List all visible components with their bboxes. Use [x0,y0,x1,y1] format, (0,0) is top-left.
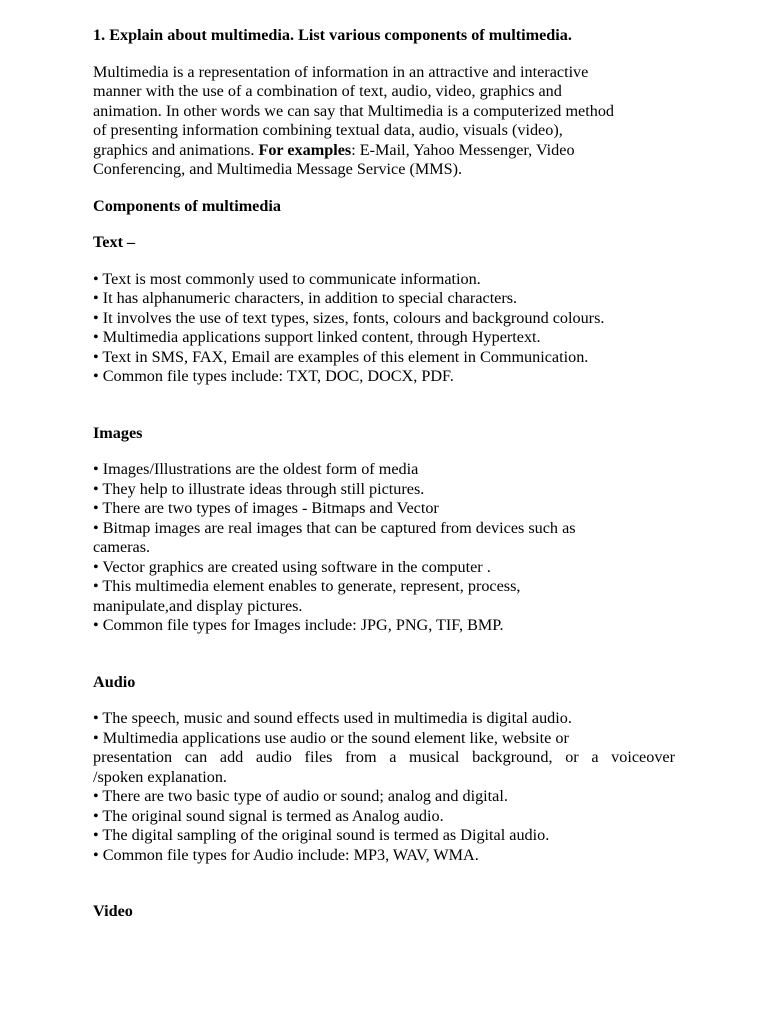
list-item: • The original sound signal is termed as Analog audio. [93,806,444,825]
spacer [93,46,675,63]
list-item: • Text is most commonly used to communicate information. [93,269,481,288]
list-item: • Multimedia applications use audio or the sound element like, website or [93,728,569,747]
list-item: • There are two basic type of audio or sound; analog and digital. [93,787,508,805]
audio-section-heading: Audio [93,672,136,691]
spacer [93,253,675,270]
intro-line [93,141,675,161]
intro-line: of presenting information combining textual data, audio, visuals (video), [93,121,563,139]
spacer [93,865,675,902]
spacer [93,443,675,460]
intro-line: animation. In other words we can say that Multimedia is a computerized method [93,101,615,120]
spacer [93,387,675,424]
video-section-heading: Video [93,902,133,920]
intro-line-text: : E-Mail, Yahoo Messenger, Video [351,140,575,159]
list-item: • There are two types of images - Bitmaps and Vector [93,499,439,517]
intro-line: Multimedia is a representation of information in an attractive and interactive [93,62,589,81]
intro-paragraph [93,63,675,180]
intro-line-text: graphics and animations. [93,140,259,159]
list-item: /spoken explanation. [93,767,227,786]
images-bullet-list [93,460,675,636]
text-section-heading: Text – [93,233,136,251]
list-item: • The speech, music and sound effects used in multimedia is digital audio. [93,709,572,727]
list-item: cameras. [93,538,151,556]
list-item: • Common file types for Images include: JPG, PNG, TIF, BMP. [93,616,504,634]
for-examples-label: For examples [258,140,352,159]
intro-line: Conferencing, and Multimedia Message Service (MMS). [93,160,463,178]
list-item: • The digital sampling of the original sound is termed as Digital audio. [93,826,550,844]
list-item: presentation can add audio files from a musical background, or a voiceover [93,748,675,766]
spacer [93,636,675,673]
list-item: • It has alphanumeric characters, in addition to special characters. [93,289,518,307]
list-item: • Images/Illustrations are the oldest form of media [93,460,419,478]
list-item: • This multimedia element enables to generate, represent, process, [93,577,521,595]
intro-line: manner with the use of a combination of text, audio, video, graphics and [93,82,562,100]
list-item: • Text in SMS, FAX, Email are examples of this element in Communication. [93,347,589,366]
list-item: • Vector graphics are created using software in the computer . [93,557,491,576]
text-bullet-list [93,270,675,387]
document-page [93,26,675,922]
list-item: • It involves the use of text types, sizes, fonts, colours and background colours. [93,308,605,327]
list-item: • Common file types for Audio include: MP3, WAV, WMA. [93,845,479,864]
spacer [93,216,675,233]
list-item: • Bitmap images are real images that can be captured from devices such as [93,518,576,537]
list-item: • Multimedia applications support linked content, through Hypertext. [93,328,541,346]
question-title: 1. Explain about multimedia. List various components of multimedia. [93,26,572,44]
list-item: • Common file types include: TXT, DOC, DOCX, PDF. [93,367,454,385]
spacer [93,180,675,197]
list-item: • They help to illustrate ideas through still pictures. [93,479,425,498]
list-item: manipulate,and display pictures. [93,596,303,615]
images-section-heading: Images [93,423,143,442]
spacer [93,692,675,709]
audio-bullet-list [93,709,675,865]
components-heading: Components of multimedia [93,196,281,215]
